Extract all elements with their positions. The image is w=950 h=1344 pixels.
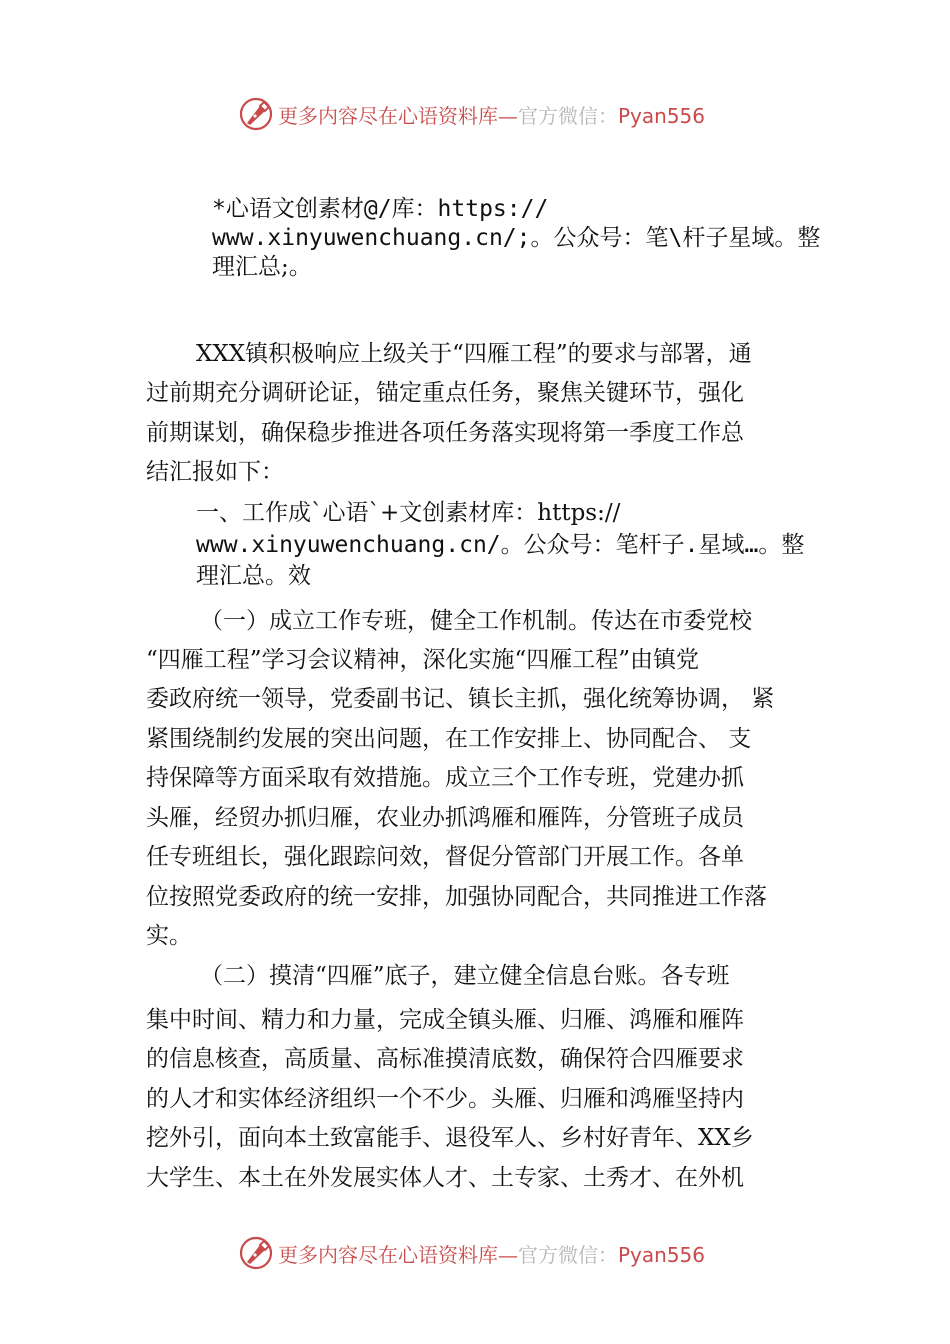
section1-line-9: 实。 xyxy=(146,923,192,949)
heading1-line-1: 一、工作成`心语`+文创素材库：https:// xyxy=(196,500,621,526)
section1-line-6: 头雁，经贸办抓归雁，农业办抓鸿雁和雁阵，分管班子成员 xyxy=(146,805,744,831)
watermark-brand: 更多内容尽在心语资料库 xyxy=(278,103,498,128)
watermark-wechat-label: 官方微信： xyxy=(518,1242,618,1267)
section1-line-1: （一）成立工作专班，健全工作机制。传达在市委党校 xyxy=(200,608,752,634)
section1-line-4: 紧围绕制约发展的突出问题，在工作安排上、协同配合、 支 xyxy=(146,726,752,752)
notice-line-2: www.xinyuwenchuang.cn/;。公众号：笔\杆子星域。整 xyxy=(212,225,821,251)
intro-line-4: 结汇报如下： xyxy=(146,459,284,485)
notice-line-1: *心语文创素材@/库：https:// xyxy=(212,196,549,222)
intro-line-3: 前期谋划，确保稳步推进各项任务落实现将第一季度工作总 xyxy=(146,420,744,446)
watermark-wechat-label: 官方微信： xyxy=(518,103,618,128)
section2-line-2: 集中时间、精力和力量，完成全镇头雁、归雁、鸿雁和雁阵 xyxy=(146,1007,744,1033)
pen-nib-circle-icon xyxy=(238,96,274,132)
section1-line-3: 委政府统一领导，党委副书记、镇长主抓，强化统筹协调， 紧 xyxy=(146,686,775,712)
notice-line-3: 理汇总;。 xyxy=(212,254,312,280)
watermark-wechat-id: Pyan556 xyxy=(618,103,706,128)
heading1-line-2: www.xinyuwenchuang.cn/。公众号：笔杆子.星域…。整 xyxy=(196,532,805,558)
section1-line-7: 任专班组长，强化跟踪问效，督促分管部门开展工作。各单 xyxy=(146,844,744,870)
watermark-text xyxy=(278,100,705,129)
header-watermark xyxy=(238,94,705,134)
watermark-wechat-id: Pyan556 xyxy=(618,1242,706,1267)
watermark-brand: 更多内容尽在心语资料库 xyxy=(278,1242,498,1267)
watermark-dash: — xyxy=(498,1242,518,1267)
section1-line-8: 位按照党委政府的统一安排，加强协同配合，共同推进工作落 xyxy=(146,884,767,910)
section1-line-5: 持保障等方面采取有效措施。成立三个工作专班，党建办抓 xyxy=(146,765,744,791)
footer-watermark xyxy=(238,1233,705,1273)
section2-line-3: 的信息核查，高质量、高标准摸清底数，确保符合四雁要求 xyxy=(146,1046,744,1072)
section1-line-2: “四雁工程”学习会议精神，深化实施“四雁工程”由镇党 xyxy=(146,647,700,673)
section2-line-6: 大学生、本土在外发展实体人才、土专家、土秀才、在外机 xyxy=(146,1165,744,1191)
pen-nib-circle-icon xyxy=(238,1235,274,1271)
intro-line-2: 过前期充分调研论证，锚定重点任务，聚焦关键环节，强化 xyxy=(146,380,744,406)
section2-line-5: 挖外引，面向本土致富能手、退役军人、乡村好青年、XX乡 xyxy=(146,1125,754,1151)
intro-line-1: XXX镇积极响应上级关于“四雁工程”的要求与部署，通 xyxy=(196,341,752,367)
heading1-line-3: 理汇总。效 xyxy=(196,563,311,589)
watermark-text xyxy=(278,1239,705,1268)
section2-line-4: 的人才和实体经济组织一个不少。头雁、归雁和鸿雁坚持内 xyxy=(146,1086,744,1112)
section2-line-1: （二）摸清“四雁”底子，建立健全信息台账。各专班 xyxy=(200,963,730,989)
watermark-dash: — xyxy=(498,103,518,128)
